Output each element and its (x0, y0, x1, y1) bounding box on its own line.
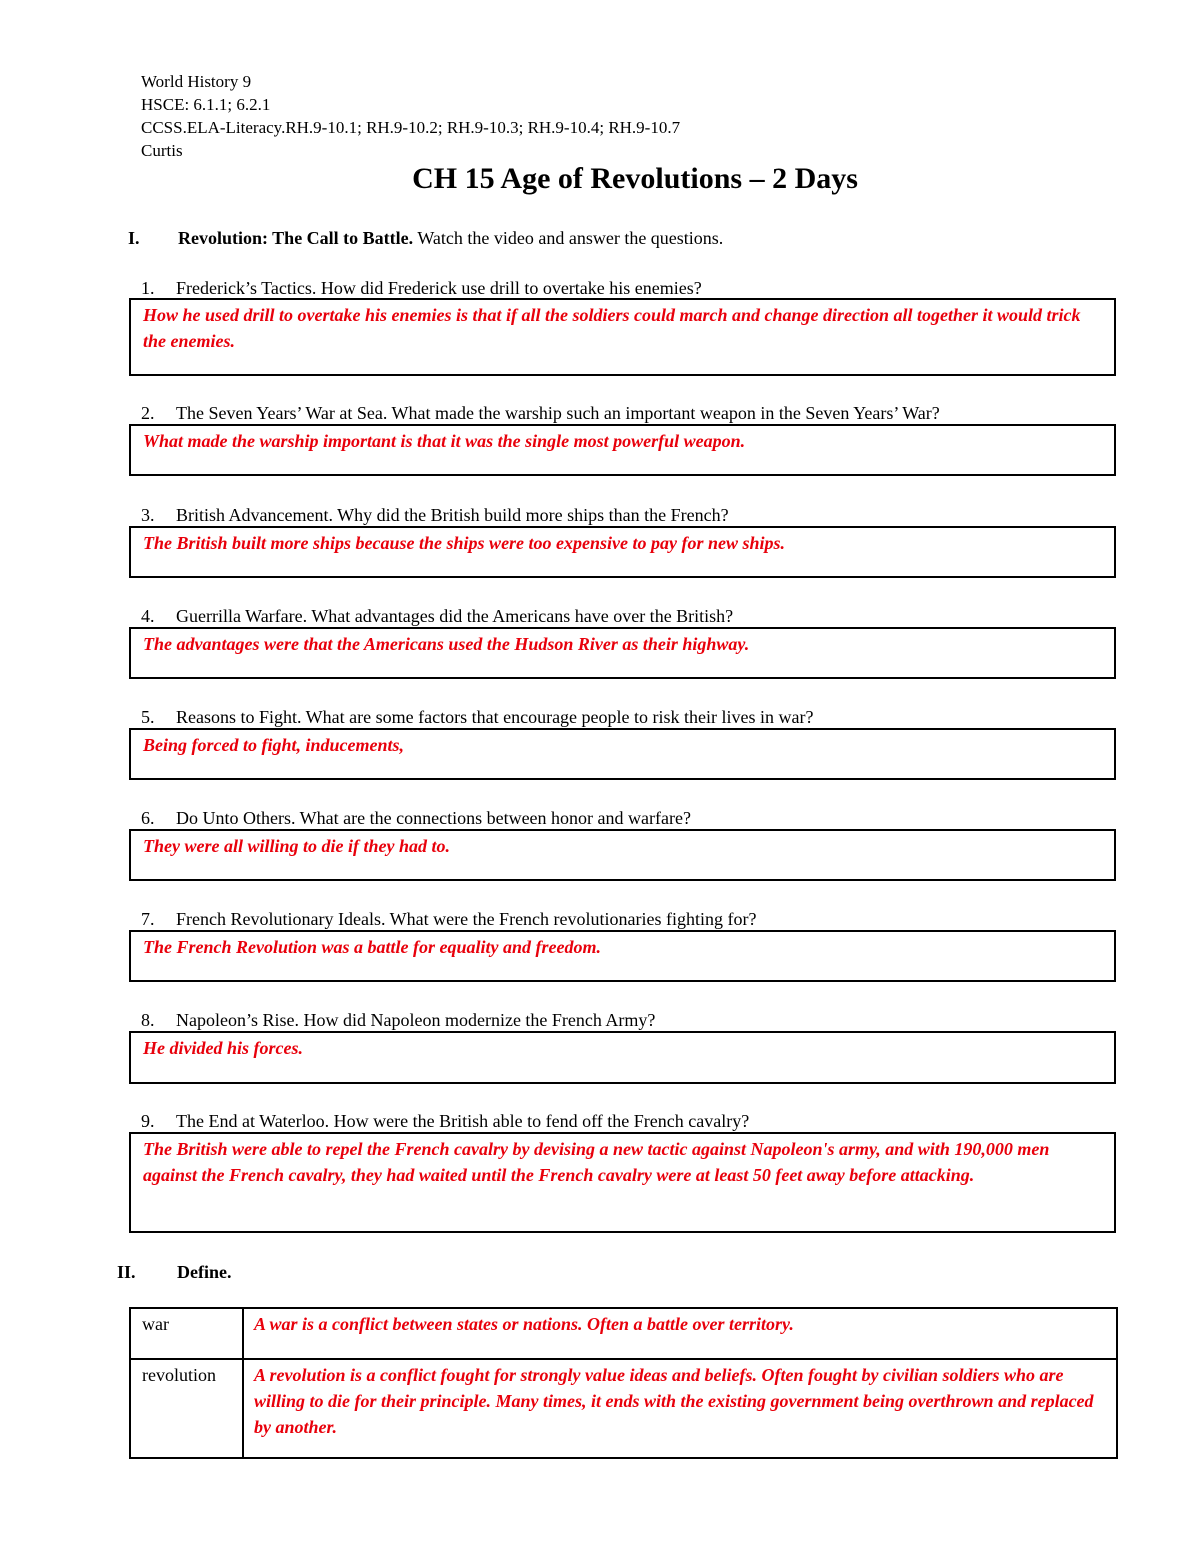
definition-row (130, 1308, 1117, 1359)
question-text: Napoleon’s Rise. How did Napoleon modernize the French Army? (176, 1010, 656, 1030)
answer-text: He divided his forces. (143, 1038, 303, 1058)
question-text: Do Unto Others. What are the connections between honor and warfare? (176, 808, 691, 828)
answer-box-1[interactable] (129, 298, 1116, 376)
page-title: CH 15 Age of Revolutions – 2 Days (412, 162, 858, 195)
answer-text: The advantages were that the Americans used the Hudson River as their highway. (143, 634, 750, 654)
document-header (141, 70, 680, 162)
definitions-table (129, 1307, 1118, 1459)
answer-box-5[interactable] (129, 728, 1116, 780)
question-1 (141, 278, 702, 299)
question-text: French Revolutionary Ideals. What were the French revolutionaries fighting for? (176, 909, 757, 929)
question-8 (141, 1010, 655, 1031)
section-2-numeral: II. (117, 1262, 136, 1282)
answer-text: What made the warship important is that it was the single most powerful weapon. (143, 431, 746, 451)
answer-text: The French Revolution was a battle for equality and freedom. (143, 937, 601, 957)
question-number: 9. (141, 1111, 155, 1131)
answer-box-2[interactable] (129, 424, 1116, 476)
question-number: 4. (141, 606, 155, 626)
answer-box-8[interactable] (129, 1031, 1116, 1084)
question-text: Reasons to Fight. What are some factors that encourage people to risk their lives in war? (176, 707, 814, 727)
answer-box-9[interactable] (129, 1132, 1116, 1233)
question-text: Guerrilla Warfare. What advantages did the Americans have over the British? (176, 606, 734, 626)
answer-text: The British built more ships because the ships were too expensive to pay for new ships. (143, 533, 786, 553)
course-name: World History 9 (141, 72, 252, 91)
definition-cell[interactable]: A war is a conflict between states or nations. Often a battle over territory. (243, 1308, 1117, 1359)
question-9 (141, 1111, 749, 1132)
hsce-standards: HSCE: 6.1.1; 6.2.1 (141, 95, 271, 114)
answer-text: They were all willing to die if they had to. (143, 836, 450, 856)
question-text: The End at Waterloo. How were the British able to fend off the French cavalry? (176, 1111, 750, 1131)
question-text: British Advancement. Why did the British build more ships than the French? (176, 505, 729, 525)
answer-text: The British were able to repel the French cavalry by devising a new tactic against Napoleon's army, and with 190,000 men against the French cavalry, they had waited until the French cavalry were at least 50 feet away before attacking. (143, 1139, 1050, 1185)
term-cell: revolution (130, 1359, 243, 1458)
definition-row (130, 1359, 1117, 1458)
section-1-instructions: Watch the video and answer the questions. (413, 228, 724, 248)
question-number: 6. (141, 808, 155, 828)
answer-box-3[interactable] (129, 526, 1116, 578)
term-cell: war (130, 1308, 243, 1359)
question-text: Frederick’s Tactics. How did Frederick use drill to overtake his enemies? (176, 278, 702, 298)
question-number: 8. (141, 1010, 155, 1030)
question-4 (141, 606, 733, 627)
question-number: 3. (141, 505, 155, 525)
section-1-numeral: I. (128, 228, 140, 248)
question-number: 5. (141, 707, 155, 727)
section-1-title: Revolution: The Call to Battle. (178, 228, 414, 248)
question-6 (141, 808, 691, 829)
question-5 (141, 707, 813, 728)
question-7 (141, 909, 756, 930)
definition-cell[interactable]: A revolution is a conflict fought for strongly value ideas and beliefs. Often fought by civilian soldiers who are willing to die for their principle. Many times, it ends with the existing government being overthrown and replaced by another. (243, 1359, 1117, 1458)
question-number: 1. (141, 278, 155, 298)
section-2-title: Define. (177, 1262, 232, 1282)
answer-text: How he used drill to overtake his enemies is that if all the soldiers could march and change direction all together it would trick the enemies. (143, 305, 1081, 351)
question-number: 2. (141, 403, 155, 423)
question-2 (141, 403, 940, 424)
question-text: The Seven Years’ War at Sea. What made the warship such an important weapon in the Seven Years’ War? (176, 403, 940, 423)
question-number: 7. (141, 909, 155, 929)
answer-box-6[interactable] (129, 829, 1116, 881)
answer-box-4[interactable] (129, 627, 1116, 679)
answer-text: Being forced to fight, inducements, (143, 735, 404, 755)
ccss-standards: CCSS.ELA-Literacy.RH.9-10.1; RH.9-10.2; RH.9-10.3; RH.9-10.4; RH.9-10.7 (141, 118, 681, 137)
teacher-name: Curtis (141, 141, 183, 160)
answer-box-7[interactable] (129, 930, 1116, 982)
question-3 (141, 505, 729, 526)
